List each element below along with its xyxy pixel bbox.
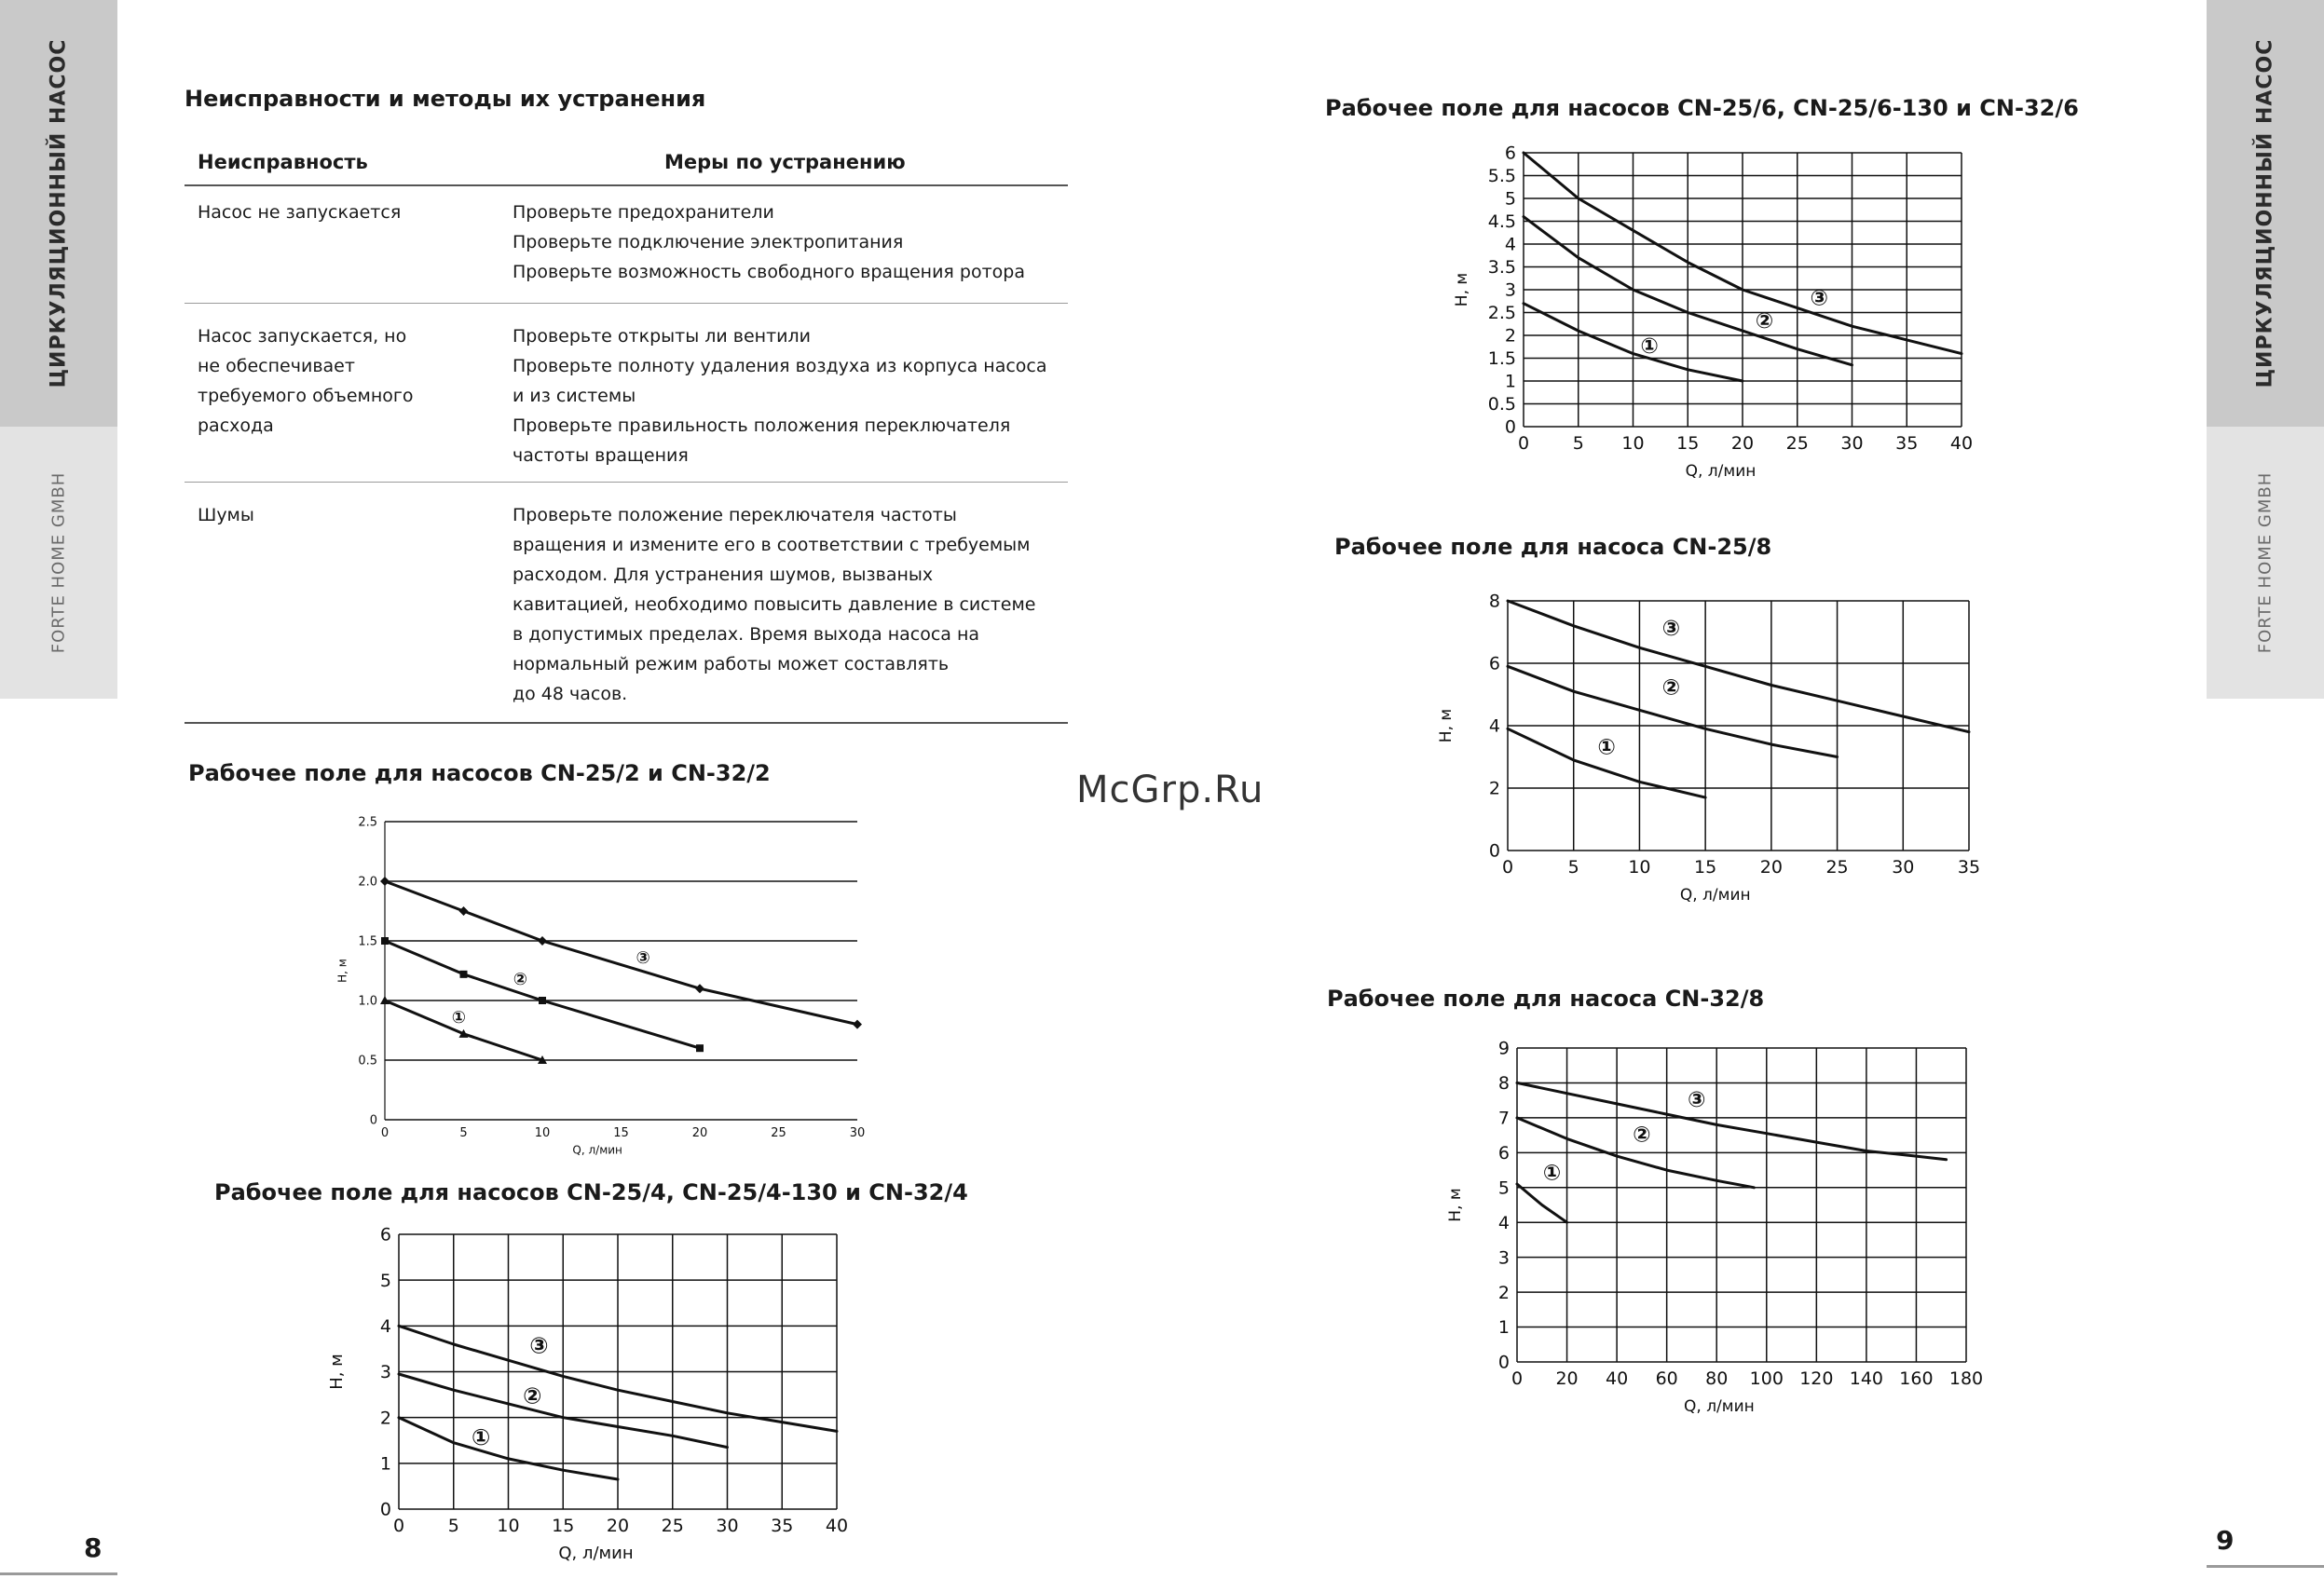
y-tick-label: 5: [1504, 188, 1516, 210]
measure-line: и из системы: [513, 386, 636, 406]
y-tick-label: 3: [1497, 1247, 1510, 1269]
series-line-3: [1508, 601, 1969, 732]
row-separator: [185, 303, 1068, 304]
chart-cn25-6: [1435, 140, 1975, 503]
x-axis-label: Q, л/мин: [1679, 886, 1751, 905]
x-tick-label: 25: [1785, 433, 1809, 454]
x-tick-label: 0: [1501, 857, 1514, 878]
measures-cell: [513, 500, 1072, 709]
curve-label: ①: [1542, 1161, 1562, 1186]
curve-label: ③: [1810, 286, 1828, 311]
x-tick-label: 20: [1555, 1368, 1579, 1389]
right-sidebar-title: ЦИРКУЛЯЦИОННЫЙ НАСОС: [2253, 38, 2277, 388]
chart-title-cn32-8: Рабочее поле для насоса CN-32/8: [1327, 986, 1765, 1012]
measure-line: Проверьте предохранители: [513, 202, 774, 223]
x-tick-label: 160: [1899, 1368, 1934, 1389]
data-point: [538, 936, 547, 946]
y-tick-label: 1.5: [358, 934, 377, 949]
right-sidebar-brand-block: [2207, 427, 2324, 699]
x-axis-label: Q, л/мин: [1685, 462, 1757, 482]
chart-title-cn25-4: Рабочее поле для насосов CN-25/4, CN-25/4-130 и CN-32/4: [214, 1179, 968, 1205]
measure-line: в допустимых пределах. Время выхода насоса на: [513, 624, 980, 645]
right-sidebar-title-block: [2207, 0, 2324, 427]
data-point: [460, 971, 468, 978]
chart-title-cn25-6: Рабочее поле для насосов CN-25/6, CN-25/6-130 и CN-32/6: [1325, 95, 2079, 121]
y-tick-label: 1: [379, 1453, 391, 1475]
chart-cn25-4: [317, 1220, 857, 1579]
y-tick-label: 5.5: [1487, 166, 1516, 187]
right-sidebar: [2207, 0, 2324, 699]
left-sidebar-brand-block: [0, 427, 117, 699]
fault-cell: [198, 500, 477, 530]
y-tick-label: 5: [1497, 1177, 1510, 1199]
y-tick-label: 1.0: [358, 994, 377, 1009]
fault-line: Насос не запускается: [198, 202, 402, 223]
x-tick-label: 5: [459, 1126, 468, 1140]
series-line-1: [1517, 1184, 1567, 1222]
x-tick-label: 80: [1705, 1368, 1729, 1389]
x-tick-label: 0: [392, 1516, 405, 1536]
y-tick-label: 0.5: [358, 1054, 377, 1069]
left-page-rule: [0, 1572, 117, 1575]
y-tick-label: 2: [379, 1408, 391, 1429]
x-tick-label: 120: [1799, 1368, 1834, 1389]
x-tick-label: 5: [1572, 433, 1584, 454]
curve-label: ①: [1597, 735, 1616, 760]
curve-label: ②: [523, 1382, 542, 1409]
fault-line: Шумы: [198, 505, 254, 525]
measure-line: Проверьте открыты ли вентили: [513, 326, 812, 347]
y-tick-label: 4: [379, 1315, 391, 1337]
curve-label: ①: [471, 1423, 491, 1450]
col-header-measures: Меры по устранению: [664, 151, 906, 173]
x-tick-label: 140: [1849, 1368, 1884, 1389]
y-axis-label: H, м: [1453, 272, 1472, 307]
y-tick-label: 0: [379, 1499, 391, 1520]
x-tick-label: 40: [1949, 433, 1974, 454]
col-header-fault: Неисправность: [198, 151, 368, 173]
y-tick-label: 1: [1504, 371, 1516, 392]
measure-line: Проверьте правильность положения переключателя: [513, 415, 1011, 436]
fault-line: Насос запускается, но: [198, 326, 407, 347]
y-tick-label: 1.5: [1487, 348, 1516, 370]
x-tick-label: 25: [1825, 857, 1849, 878]
y-axis-label: H, м: [327, 1354, 348, 1390]
y-tick-label: 8: [1497, 1073, 1510, 1095]
x-tick-label: 35: [771, 1516, 794, 1536]
x-tick-label: 0: [1511, 1368, 1524, 1389]
y-tick-label: 2: [1497, 1282, 1510, 1303]
x-tick-label: 100: [1749, 1368, 1784, 1389]
y-tick-label: 0: [1504, 416, 1516, 438]
chart-cn25-2: [308, 806, 885, 1174]
right-page-number: 9: [2216, 1525, 2235, 1556]
x-tick-label: 10: [497, 1516, 520, 1536]
y-tick-label: 6: [1504, 143, 1516, 164]
y-tick-label: 2: [1488, 778, 1500, 799]
curve-label: ③: [529, 1332, 549, 1359]
fault-line: требуемого объемного: [198, 386, 414, 406]
left-sidebar-title-block: [0, 0, 117, 427]
measure-line: кавитацией, необходимо повысить давление в системе: [513, 594, 1036, 615]
x-tick-label: 15: [1694, 857, 1717, 878]
y-tick-label: 5: [379, 1270, 391, 1291]
fault-cell: [198, 197, 477, 227]
measure-line: расходом. Для устранения шумов, вызваных: [513, 565, 934, 585]
x-tick-label: 30: [1840, 433, 1864, 454]
x-tick-label: 10: [1621, 433, 1645, 454]
x-tick-label: 20: [1759, 857, 1783, 878]
data-point: [459, 906, 469, 916]
curve-label: ③: [1688, 1087, 1706, 1112]
y-tick-label: 1: [1497, 1317, 1510, 1339]
x-tick-label: 40: [1606, 1368, 1629, 1389]
x-tick-label: 10: [534, 1126, 551, 1140]
measures-cell: [513, 197, 1072, 287]
x-tick-label: 30: [716, 1516, 739, 1536]
x-tick-label: 180: [1948, 1368, 1984, 1389]
left-page-number: 8: [84, 1532, 103, 1563]
y-axis-label: H, м: [1446, 1188, 1466, 1222]
series-line-2: [385, 941, 700, 1048]
right-sidebar-brand: FORTE HOME GMBH: [2255, 471, 2276, 654]
y-tick-label: 2.0: [358, 875, 377, 890]
table-header-rule: [185, 184, 1068, 186]
y-tick-label: 3: [379, 1362, 391, 1383]
x-tick-label: 40: [825, 1516, 849, 1536]
y-tick-label: 0: [369, 1113, 377, 1128]
measure-line: Проверьте полноту удаления воздуха из корпуса насоса: [513, 356, 1047, 376]
curve-label: ②: [513, 970, 527, 990]
chart-title-cn25-8: Рабочее поле для насоса CN-25/8: [1334, 534, 1772, 560]
y-tick-label: 0.5: [1487, 394, 1516, 415]
fault-cell: [198, 321, 477, 441]
curve-label: ②: [1633, 1123, 1651, 1148]
data-point: [380, 877, 390, 886]
data-point: [381, 937, 389, 945]
series-line-3: [1517, 1082, 1947, 1159]
x-tick-label: 25: [661, 1516, 684, 1536]
measure-line: вращения и измените его в соответствии с требуемым: [513, 535, 1031, 555]
row-separator: [185, 482, 1068, 483]
curve-label: ③: [1661, 616, 1681, 641]
series-line-3: [385, 881, 857, 1025]
left-sidebar: [0, 0, 117, 699]
y-tick-label: 4: [1497, 1212, 1510, 1233]
watermark: McGrp.Ru: [1076, 769, 1265, 811]
x-tick-label: 5: [1567, 857, 1579, 878]
y-tick-label: 0: [1497, 1352, 1510, 1373]
x-tick-label: 20: [691, 1126, 708, 1140]
y-tick-label: 7: [1497, 1108, 1510, 1129]
left-sidebar-title: ЦИРКУЛЯЦИОННЫЙ НАСОС: [47, 38, 71, 388]
x-tick-label: 0: [1517, 433, 1530, 454]
curve-label: ②: [1661, 675, 1681, 701]
fault-line: не обеспечивает: [198, 356, 355, 376]
x-tick-label: 10: [1628, 857, 1651, 878]
data-point: [695, 984, 704, 993]
y-tick-label: 6: [1488, 653, 1500, 674]
y-tick-label: 0: [1488, 840, 1500, 862]
x-tick-label: 15: [613, 1126, 629, 1140]
y-tick-label: 3.5: [1487, 257, 1516, 279]
measure-line: нормальный режим работы может составлять: [513, 654, 950, 674]
y-tick-label: 9: [1497, 1039, 1510, 1059]
x-axis-label: Q, л/мин: [1684, 1397, 1755, 1417]
curve-label: ①: [451, 1008, 467, 1028]
x-axis-label: Q, л/мин: [572, 1143, 622, 1157]
measure-line: частоты вращения: [513, 445, 689, 466]
chart-title-cn25-2: Рабочее поле для насосов CN-25/2 и CN-32/2: [188, 760, 771, 786]
x-tick-label: 20: [1730, 433, 1755, 454]
chart-cn25-8: [1435, 587, 1994, 932]
y-tick-label: 8: [1488, 591, 1500, 612]
y-tick-label: 4: [1504, 234, 1516, 255]
measure-line: до 48 часов.: [513, 684, 628, 704]
troubleshooting-title: Неисправности и методы их устранения: [185, 86, 706, 112]
measure-line: Проверьте подключение электропитания: [513, 232, 904, 252]
left-sidebar-brand: FORTE HOME GMBH: [48, 471, 69, 654]
data-point: [853, 1020, 862, 1029]
data-point: [696, 1044, 704, 1052]
y-tick-label: 4.5: [1487, 211, 1516, 233]
measures-cell: [513, 321, 1072, 470]
x-tick-label: 5: [447, 1516, 459, 1536]
y-tick-label: 2.5: [1487, 303, 1516, 324]
x-tick-label: 20: [606, 1516, 630, 1536]
y-tick-label: 6: [379, 1224, 391, 1246]
right-page-rule: [2207, 1565, 2324, 1568]
x-tick-label: 30: [849, 1126, 866, 1140]
x-tick-label: 35: [1957, 857, 1981, 878]
y-axis-label: H, м: [335, 959, 349, 983]
y-tick-label: 2.5: [358, 815, 377, 830]
measure-line: Проверьте положение переключателя частоты: [513, 505, 957, 525]
curve-label: ①: [1640, 334, 1659, 360]
curve-label: ②: [1755, 309, 1774, 334]
y-axis-label: H, м: [1437, 708, 1456, 743]
x-tick-label: 30: [1892, 857, 1915, 878]
y-tick-label: 3: [1504, 279, 1516, 301]
y-tick-label: 4: [1488, 715, 1500, 737]
x-tick-label: 15: [1676, 433, 1700, 454]
table-bottom-rule: [185, 722, 1068, 724]
x-tick-label: 15: [552, 1516, 575, 1536]
y-tick-label: 2: [1504, 325, 1516, 347]
x-axis-label: Q, л/мин: [558, 1544, 634, 1564]
x-tick-label: 25: [771, 1126, 786, 1140]
y-tick-label: 6: [1497, 1142, 1510, 1164]
data-point: [539, 997, 546, 1004]
x-tick-label: 0: [380, 1126, 390, 1140]
measure-line: Проверьте возможность свободного вращения ротора: [513, 262, 1025, 282]
chart-cn32-8: [1435, 1039, 1994, 1421]
curve-label: ③: [636, 948, 650, 968]
x-tick-label: 35: [1895, 433, 1919, 454]
fault-line: расхода: [198, 415, 274, 436]
x-tick-label: 60: [1655, 1368, 1678, 1389]
